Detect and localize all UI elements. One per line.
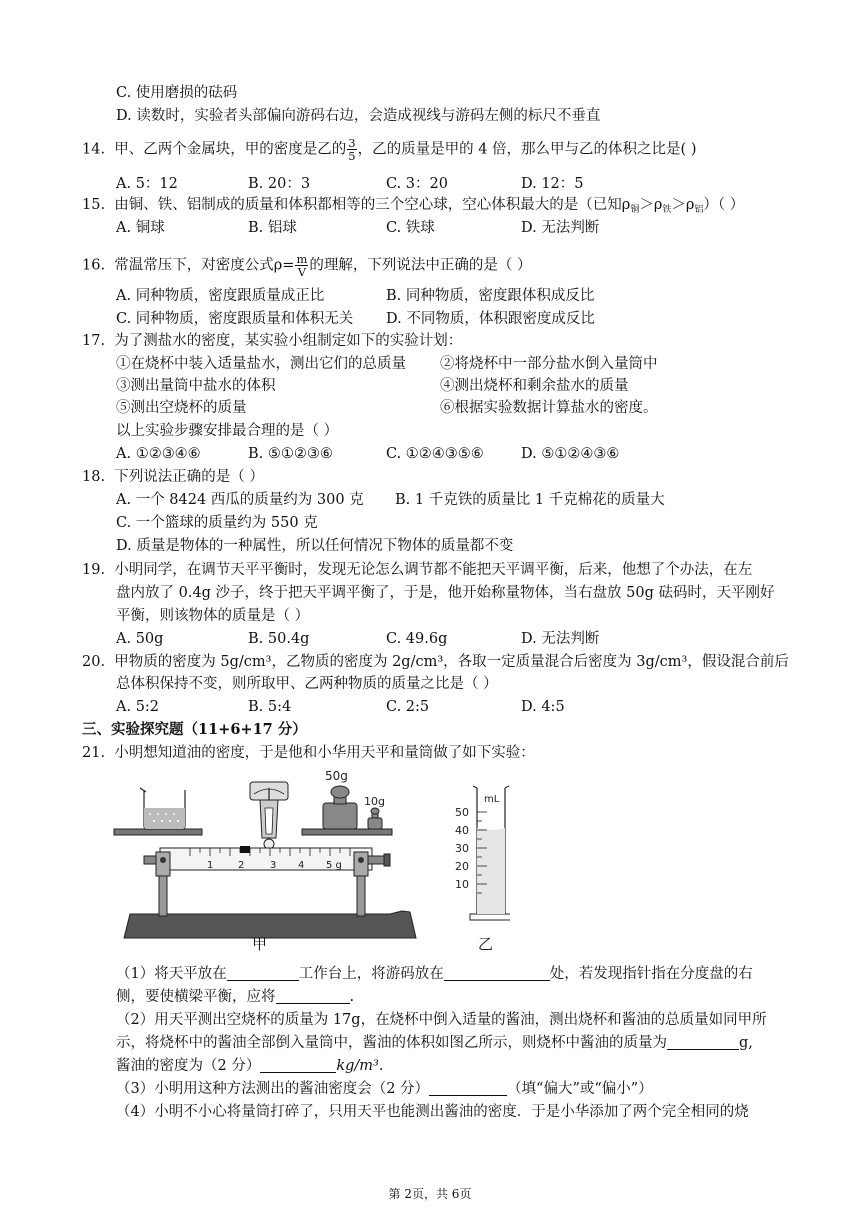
q16-stem-post: 的理解，下列说法中正确的是（ ） xyxy=(309,257,532,274)
answer-blank[interactable] xyxy=(444,965,550,981)
cylinder-tick-label: 50 xyxy=(455,806,469,819)
q14-stem-pre: 甲、乙两个金属块，甲的密度是乙的 xyxy=(114,141,347,158)
question-number: 14. xyxy=(82,141,106,158)
answer-blank[interactable] xyxy=(429,1080,507,1096)
q21-part2-line3 xyxy=(116,1056,383,1076)
q21-part1-line2 xyxy=(116,987,354,1007)
q15-option-b: B. 铝球 xyxy=(248,220,297,236)
weight-50g-icon xyxy=(323,786,357,829)
q21-stem xyxy=(82,743,535,763)
q14-stem xyxy=(82,137,696,162)
q19-stem-line3: 平衡，则该物体的质量是（ ） xyxy=(116,608,310,624)
q21-part2-text: 酱油的密度为（2 分） xyxy=(116,1058,261,1074)
question-number: 18. xyxy=(82,469,106,485)
unit-label: g, xyxy=(739,1035,753,1051)
subscript: 铝 xyxy=(694,205,704,215)
ruler-tick-label: 3 xyxy=(270,860,277,871)
q21-part2-line1: （2）用天平测出空烧杯的质量为 17g，在烧杯中倒入适量的酱油，测出烧杯和酱油的总质量如同甲所 xyxy=(116,1012,767,1028)
q15-option-a: A. 铜球 xyxy=(116,220,165,236)
q15-stem xyxy=(82,195,744,220)
q13-option-c: C. 使用磨损的砝码 xyxy=(116,85,238,101)
fraction-numerator: 3 xyxy=(348,136,356,150)
q20-option-d: D. 4:5 xyxy=(521,699,565,715)
q18-stem xyxy=(82,467,264,487)
q17-stem xyxy=(82,331,462,351)
q17-step-6: ⑥根据实验数据计算盐水的密度。 xyxy=(440,400,658,416)
q17-option-c: C. ①②④③⑤⑥ xyxy=(386,446,484,462)
q20-option-c: C. 2:5 xyxy=(386,699,430,715)
q19-stem-line2: 盘内放了 0.4g 沙子，终于把天平调平衡了，于是，他开始称量物体，当右盘放 50g 砝码时，天平刚好 xyxy=(116,585,775,601)
cylinder-tick-label: 20 xyxy=(455,860,469,873)
q18-option-b: B. 1 千克铁的质量比 1 千克棉花的质量大 xyxy=(395,492,665,508)
weight-10g-icon xyxy=(368,808,382,829)
question-number: 16. xyxy=(82,257,106,274)
q17-step-4: ④测出烧杯和剩余盐水的质量 xyxy=(440,378,629,394)
q17-option-d: D. ⑤①②④③⑥ xyxy=(521,446,620,462)
q16-option-c: C. 同种物质，密度跟质量和体积无关 xyxy=(116,311,354,327)
q18-option-a: A. 一个 8424 西瓜的质量约为 300 克 xyxy=(116,492,364,508)
q20-option-a: A. 5:2 xyxy=(116,699,160,715)
q15-option-d: D. 无法判断 xyxy=(521,220,600,236)
figure-label-jia: 甲 xyxy=(252,935,268,953)
unit-label: kg/m³. xyxy=(336,1058,384,1074)
fraction-denominator: 5 xyxy=(348,149,356,163)
q19-option-d: D. 无法判断 xyxy=(521,631,600,647)
answer-blank[interactable] xyxy=(260,1057,336,1073)
q21-part1-text: 处，若发现指针指在分度盘的右 xyxy=(549,966,753,982)
ruler-tick-label: 1 xyxy=(207,860,214,871)
q21-part2-text: 示，将烧杯中的酱油全部倒入量筒中，酱油的体积如图乙所示，则烧杯中酱油的质量为 xyxy=(116,1035,667,1051)
q16-stem xyxy=(82,253,531,278)
balance-nut xyxy=(144,856,156,864)
q18-option-d: D. 质量是物体的一种属性，所以任何情况下物体的质量都不变 xyxy=(116,538,514,554)
q20-stem-line2: 总体积保持不变，则所取甲、乙两种物质的质量之比是（ ） xyxy=(116,676,498,692)
q16-stem-pre: 常温常压下，对密度公式ρ= xyxy=(114,257,295,274)
q14-option-a: A. 5：12 xyxy=(116,176,178,192)
ruler-tick-label: 5 g xyxy=(326,860,342,871)
q17-ask: 以上实验步骤安排最合理的是（ ） xyxy=(116,423,339,439)
cylinder-tick-label: 40 xyxy=(455,824,469,837)
subscript: 铜 xyxy=(630,205,640,215)
q21-part4: （4）小明不小心将量筒打碎了，只用天平也能测出酱油的密度．于是小华添加了两个完全相同的烧 xyxy=(116,1104,749,1120)
ruler-tick-label: 4 xyxy=(298,860,305,871)
cylinder-tick-label: 30 xyxy=(455,842,469,855)
q18-option-c: C. 一个篮球的质量约为 550 克 xyxy=(116,515,318,531)
fraction xyxy=(347,137,356,162)
q20-text: 甲物质的密度为 5g/cm³，乙物质的密度为 2g/cm³，各取一定质量混合后密度为 3g/cm³，假设混合前后 xyxy=(114,654,789,670)
q20-option-b: B. 5:4 xyxy=(248,699,292,715)
answer-blank[interactable] xyxy=(227,965,299,981)
q21-part1-text: （1）将天平放在 xyxy=(116,966,227,982)
weight-50g-label: 50g xyxy=(325,769,348,783)
weight-10g-label: 10g xyxy=(364,795,385,808)
balance-base xyxy=(124,911,416,938)
q13-option-d: D. 读数时，实验者头部偏向游码右边，会造成视线与游码左侧的标尺不垂直 xyxy=(116,108,601,124)
q21-part3 xyxy=(116,1079,653,1099)
cylinder-tick-label: 10 xyxy=(455,878,469,891)
question-number: 19. xyxy=(82,562,106,578)
q15-stem-tail: ）（ ） xyxy=(703,197,745,213)
ruler-tick-label: 2 xyxy=(238,860,245,871)
q14-option-d: D. 12：5 xyxy=(521,176,584,192)
q14-option-b: B. 20：3 xyxy=(248,176,311,192)
q17-stem-text: 为了测盐水的密度，某实验小组制定如下的实验计划： xyxy=(114,333,463,349)
q14-stem-post: ，乙的质量是甲的 4 倍，那么甲与乙的体积之比是( ) xyxy=(357,141,697,158)
question-number: 21. xyxy=(82,745,106,761)
fraction-denominator: V xyxy=(297,265,307,279)
q21-stem-text: 小明想知道油的密度，于是他和小华用天平和量筒做了如下实验： xyxy=(114,745,535,761)
left-pan xyxy=(114,829,202,835)
q21-part2-line2 xyxy=(116,1033,753,1053)
q19-text: 小明同学，在调节天平平衡时，发现无论怎么调节都不能把天平调平衡，后来，他想了个办法，在左 xyxy=(114,562,753,578)
q21-part1-text: . xyxy=(349,989,355,1005)
fraction xyxy=(295,253,308,278)
rider-slider xyxy=(240,846,250,853)
q15-relation: ＞ρ xyxy=(671,197,695,213)
question-number: 15. xyxy=(82,197,106,213)
q16-option-b: B. 同种物质，密度跟体积成反比 xyxy=(386,288,595,304)
q17-step-3: ③测出量筒中盐水的体积 xyxy=(116,378,276,394)
right-pan xyxy=(302,829,392,835)
q18-stem-text: 下列说法正确的是（ ） xyxy=(114,469,264,485)
experiment-figure xyxy=(110,768,510,958)
fraction-numerator: m xyxy=(296,252,308,266)
q17-option-b: B. ⑤①②③⑥ xyxy=(248,446,333,462)
subscript: 铁 xyxy=(662,205,672,215)
q19-option-c: C. 49.6g xyxy=(386,631,448,647)
right-support xyxy=(354,852,368,876)
q21-part3-text: （填“偏大”或“偏小”） xyxy=(507,1081,653,1097)
q15-stem-text: 由铜、铁、铝制成的质量和体积都相等的三个空心球，空心体积最大的是（已知ρ xyxy=(114,197,631,213)
q19-stem-line1 xyxy=(82,560,752,580)
q21-part3-text: （3）小明用这种方法测出的酱油密度会（2 分） xyxy=(116,1081,430,1097)
figure-label-yi: 乙 xyxy=(478,935,494,953)
q15-option-c: C. 铁球 xyxy=(386,220,435,236)
q19-option-a: A. 50g xyxy=(116,631,164,647)
q16-option-d: D. 不同物质，体积跟密度成反比 xyxy=(386,311,595,327)
q17-step-2: ②将烧杯中一部分盐水倒入量筒中 xyxy=(440,356,658,372)
q17-step-5: ⑤测出空烧杯的质量 xyxy=(116,400,247,416)
left-support xyxy=(156,852,170,876)
page-footer: 第 2页，共 6页 xyxy=(388,1187,472,1201)
question-number: 17. xyxy=(82,333,106,349)
q20-stem-line1 xyxy=(82,652,789,672)
q17-option-a: A. ①②③④⑥ xyxy=(116,446,201,462)
q21-part1-line1 xyxy=(116,964,753,984)
balance-illustration xyxy=(114,769,416,938)
graduated-cylinder xyxy=(455,786,510,920)
q17-step-1: ①在烧杯中装入适量盐水，测出它们的总质量 xyxy=(116,356,406,372)
q16-option-a: A. 同种物质，密度跟质量成正比 xyxy=(116,288,325,304)
q21-part1-text: 侧，要使横梁平衡，应将 xyxy=(116,989,276,1005)
q19-option-b: B. 50.4g xyxy=(248,631,310,647)
section-heading: 三、实验探究题（11+6+17 分） xyxy=(82,721,307,738)
q21-part1-text: 工作台上，将游码放在 xyxy=(298,966,444,982)
beaker-icon xyxy=(140,788,185,829)
balance-nut xyxy=(368,856,384,864)
q15-relation: ＞ρ xyxy=(639,197,663,213)
question-number: 20. xyxy=(82,654,106,670)
answer-blank[interactable] xyxy=(667,1034,739,1050)
answer-blank[interactable] xyxy=(276,988,350,1004)
q14-option-c: C. 3：20 xyxy=(386,176,448,192)
cylinder-unit: mL xyxy=(484,794,500,805)
